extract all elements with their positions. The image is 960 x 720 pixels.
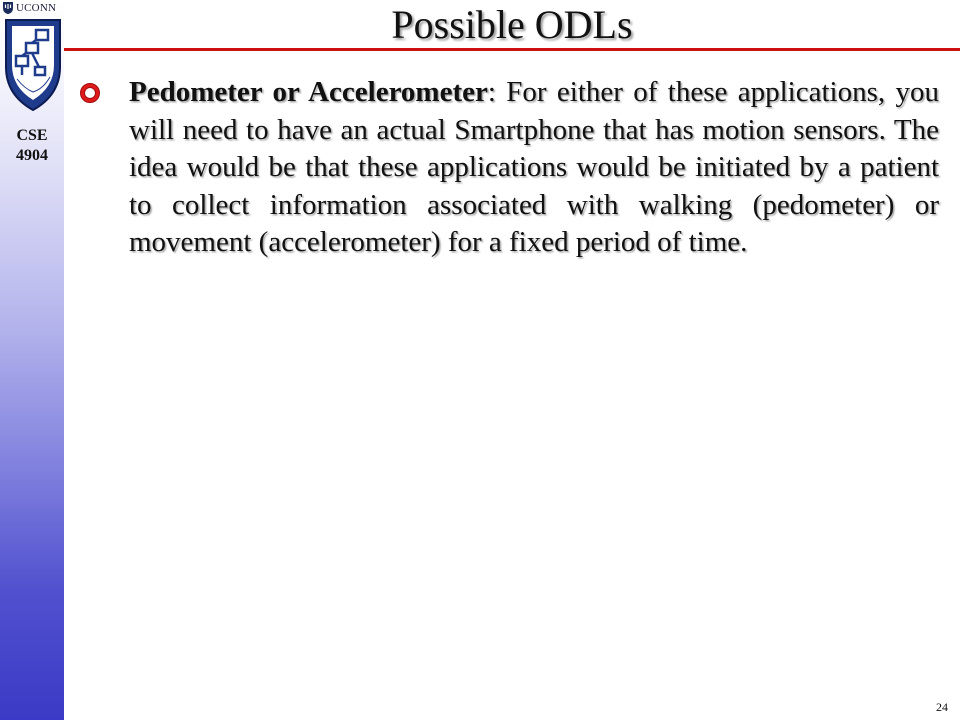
bullet-term: Pedometer or Accelerometer xyxy=(129,76,488,108)
bullet-item xyxy=(129,74,939,262)
course-line-2: 4904 xyxy=(16,147,48,164)
uconn-brand xyxy=(2,0,56,16)
course-code xyxy=(0,126,64,166)
sidebar xyxy=(0,0,64,720)
slide-number: 24 xyxy=(936,700,948,714)
course-line-1: CSE xyxy=(16,127,48,144)
title-underline xyxy=(64,48,960,51)
cse-network-logo-icon xyxy=(3,17,63,113)
bullet-body: : For either of these applications, you will need to have an actual Smartphone that has motion sensors. The idea would be that these applications would be initiated by a patient to collect information associated with walking (pedometer) or movement (accelerometer) for a fixed period of time. xyxy=(129,76,939,258)
slide-title: Possible ODLs xyxy=(391,2,633,47)
uconn-label: UCONN xyxy=(16,2,57,14)
hollow-circle-bullet-icon xyxy=(78,81,102,105)
uconn-crest-icon xyxy=(2,1,14,15)
